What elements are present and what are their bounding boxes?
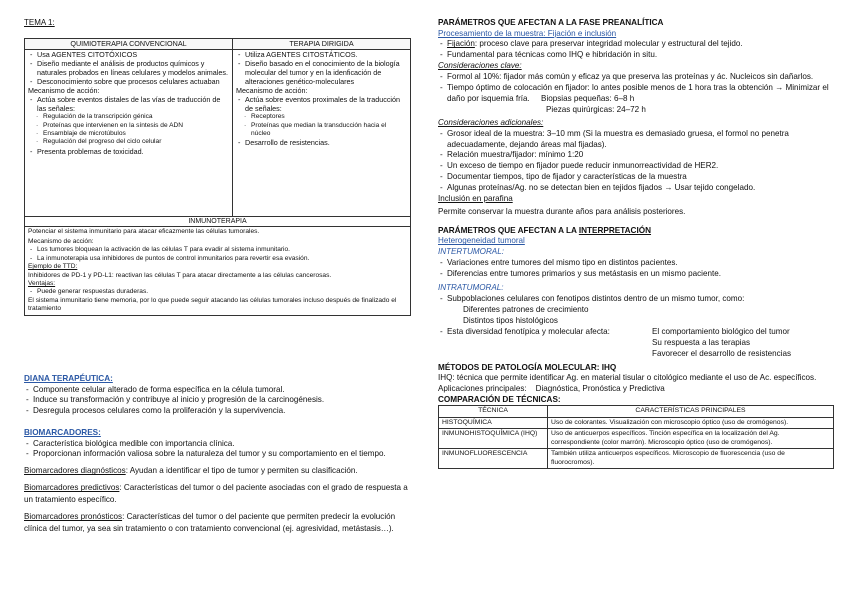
dir-sub-item: · Proteínas que median la transducción hacia el núcleo xyxy=(236,122,407,139)
adic-item: - Relación muestra/fijador: mínimo 1:20 xyxy=(438,150,838,161)
tiempo-text-a: Tiempo óptimo de colocación en fijador: lo antes posible menos de 1 hora tras la obtención xyxy=(447,83,773,93)
comparison-table xyxy=(438,405,834,468)
dir-mech-item: - Actúa sobre eventos proximales de la traducción de señales: xyxy=(236,95,407,113)
immuno-intro: Potenciar el sistema inmunitario para atacar eficazmente las células tumorales. xyxy=(28,227,260,235)
fijacion-label: Fijación xyxy=(447,39,475,49)
ttd-label: Ejemplo de TTD: xyxy=(28,263,78,271)
bio-pronosticos xyxy=(24,511,412,535)
bio-diagnosticos xyxy=(24,465,412,477)
esta-effect: El comportamiento biológico del tumor xyxy=(652,326,790,336)
biopsias-text: Biopsias pequeñas: 6–8 h xyxy=(541,93,635,103)
ventajas-text: El sistema inmunitario tiene memoria, por lo que puede seguir atacando las células tumorales incluso después de finalizado el tratamiento xyxy=(28,296,397,313)
comp-title: COMPARACIÓN DE TÉCNICAS: xyxy=(438,394,561,404)
tiempo-text-b: → Minimizar el daño por isquemia fría. xyxy=(447,83,829,103)
conv-mech: Mecanismo de acción: xyxy=(28,85,100,95)
pred-label: Biomarcadores predictivos xyxy=(24,483,120,493)
parafina-title: Inclusión en parafina xyxy=(438,194,513,204)
metodos-title: MÉTODOS DE PATOLOGÍA MOLECULAR: IHQ xyxy=(438,362,617,372)
interp-title xyxy=(438,226,838,237)
dir-item: - Utiliza AGENTES CITOSTÁTICOS. xyxy=(236,50,407,59)
fijacion-item xyxy=(438,39,838,50)
adic-title: Consideraciones adicionales: xyxy=(438,117,544,127)
conv-sub-item: · Regulación de la transcripción génica xyxy=(28,113,229,121)
pre-title: PARÁMETROS QUE AFECTAN A LA FASE PREANALÍTICA xyxy=(438,18,664,27)
comp-desc: Uso de colorantes. Visualización con microscopio óptico (uso de cromógenos). xyxy=(548,417,834,428)
bio-item: - Proporcionan información valiosa sobre la naturaleza del tumor y su comportamiento en el tiempo. xyxy=(24,449,412,460)
diana-item: - Componente celular alterado de forma específica en la célula tumoral. xyxy=(24,385,412,396)
hetero-title: Heterogeneidad tumoral xyxy=(438,236,525,246)
diag-text: : Ayudan a identificar el tipo de tumor y permiten su clasificación. xyxy=(125,466,358,476)
ihq-apps: Diagnóstica, Pronóstica y Predictiva xyxy=(535,384,665,394)
bio-item: - Característica biológica medible con importancia clínica. xyxy=(24,439,412,450)
comp-head-desc: CARACTERÍSTICAS PRINCIPALES xyxy=(548,406,834,417)
diana-title: DIANA TERAPÉUTICA: xyxy=(24,374,113,383)
comp-head-tech: TÉCNICA xyxy=(439,406,548,417)
bio-predictivos xyxy=(24,482,412,506)
biomarcadores-section xyxy=(24,428,412,535)
comp-tech: INMUNOHISTOQUÍMICA (IHQ) xyxy=(439,429,548,449)
esta-effect: Favorecer el desarrollo de resistencias xyxy=(652,348,792,358)
intra-title: INTRATUMORAL: xyxy=(438,283,504,293)
table-row xyxy=(439,449,834,469)
conv-mech-item: - Actúa sobre eventos distales de las vías de traducción de las señales: xyxy=(28,95,229,113)
pron-text: : Características del tumor o del paciente que permiten predecir la evolución clínica del tumor, ya sea sin tratamiento o con tratamiento convencional (ej. agresividad, metástasis…). xyxy=(24,512,396,534)
inter-title: INTERTUMORAL: xyxy=(438,247,504,257)
intra-item: - Subpoblaciones celulares con fenotipos distintos dentro de un mismo tumor, como: xyxy=(438,294,838,305)
table-row xyxy=(439,417,834,428)
dir-header: TERAPIA DIRIGIDA xyxy=(233,39,411,50)
ihq-description: IHQ: técnica que permite identificar Ag. en material tisular o citológico mediante el uso de Ac. específicos. Aplicaciones principales: xyxy=(438,373,817,394)
tema-title: TEMA 1: xyxy=(24,18,55,27)
bio-title: BIOMARCADORES: xyxy=(24,428,101,437)
conv-sub-item: · Ensamblaje de microtúbulos xyxy=(28,130,229,138)
proc-title: Procesamiento de la muestra: Fijación e inclusión xyxy=(438,28,617,38)
ttd-text: Inhibidores de PD-1 y PD-L1: reactivan las células T para atacar directamente a las células cancerosas. xyxy=(28,271,332,279)
adic-item: - Algunas proteínas/Ag. no se detectan bien en tejidos fijados → Usar tejido congelado. xyxy=(438,183,838,194)
piezas-text: Piezas quirúrgicas: 24–72 h xyxy=(546,104,646,114)
esta-block xyxy=(438,327,838,361)
dir-sub-item: · Receptores xyxy=(236,113,407,121)
therapy-comparison-table xyxy=(24,38,411,316)
immuno-item: - Los tumores bloquean la activación de las células T para evadir al sistema inmunitario. xyxy=(28,246,407,254)
conv-sub-item: · Proteínas que intervienen en la síntesis de ADN xyxy=(28,122,229,130)
adic-item: - Grosor ideal de la muestra: 3–10 mm (Si la muestra es demasiado gruesa, el formol no penetra adecuadamente, dejando áreas mal fijadas). xyxy=(438,129,838,151)
dir-last: - Desarrollo de resistencias. xyxy=(236,138,407,147)
immuno-mech: Mecanismo de acción: xyxy=(28,237,94,245)
tiempo-item xyxy=(438,83,838,105)
clave-title: Consideraciones clave: xyxy=(438,61,522,71)
table-row xyxy=(439,429,834,449)
pred-text: : Características del tumor o del paciente asociadas con el grado de respuesta a un tratamiento específico. xyxy=(24,483,408,505)
adic-item: - Documentar tiempos, tipo de fijador y características de la muestra xyxy=(438,172,838,183)
diana-item: - Desregula procesos celulares como la proliferación y la supervivencia. xyxy=(24,406,412,417)
interp-title-a: PARÁMETROS QUE AFECTAN A LA xyxy=(438,225,579,235)
esta-effect: Su respuesta a las terapias xyxy=(652,337,751,347)
fijacion-text: : proceso clave para preservar integridad molecular y estructural del tejido. xyxy=(474,39,743,49)
formol-item: - Formol al 10%: fijador más común y eficaz ya que preserva las proteínas y ác. Nucleicos sin dañarlos. xyxy=(438,72,838,83)
dir-item: - Diseño basado en el conocimiento de la biología molecular del tumor y en la idenficación de alteraciones genético-moleculares xyxy=(236,59,407,86)
conv-cell xyxy=(25,49,233,216)
fijacion-item2: - Fundamental para técnicas como IHQ e hibridación in situ. xyxy=(438,50,838,61)
conv-item: - Diseño mediante el análisis de productos químicos y naturales probados en líneas celulares y modelos animales. xyxy=(28,59,229,77)
inter-item: - Diferencias entre tumores primarios y sus metástasis en un mismo paciente. xyxy=(438,269,838,280)
comp-tech: HISTOQUÍMICA xyxy=(439,417,548,428)
interp-title-b: INTERPRETACIÓN xyxy=(578,225,652,235)
conv-header: QUIMIOTERAPIA CONVENCIONAL xyxy=(25,39,233,50)
ventajas-label: Ventajas: xyxy=(28,279,56,287)
conv-sub-item: · Regulación del progreso del ciclo celular xyxy=(28,138,229,146)
comp-desc: Uso de anticuerpos específicos. Tinción específica en la localización del Ag. correspondiente (color marrón). Microscopio óptico (uso de cromógenos). xyxy=(548,429,834,449)
inter-item: - Variaciones entre tumores del mismo tipo en distintos pacientes. xyxy=(438,258,838,269)
comp-tech: INMUNOFLUORESCENCIA xyxy=(439,449,548,469)
conv-last: - Presenta problemas de toxicidad. xyxy=(28,147,229,156)
ihq-text xyxy=(438,373,838,395)
adic-item: - Un exceso de tiempo en fijador puede reducir inmunorreactividad de HER2. xyxy=(438,161,838,172)
esta-label: - Esta diversidad fenotípica y molecular afecta: xyxy=(438,327,610,338)
diana-section xyxy=(24,374,412,417)
parafina-text: Permite conservar la muestra durante años para análisis posteriores. xyxy=(438,207,686,216)
ventajas-item: - Puede generar respuestas duraderas. xyxy=(28,288,407,296)
conv-item: - Desconocimiento sobre que procesos celulares actuaban xyxy=(28,77,229,86)
conv-item: - Usa AGENTES CITOTÓXICOS xyxy=(28,50,229,59)
dir-cell xyxy=(233,49,411,216)
immuno-cell xyxy=(25,226,411,315)
diana-item: - Induce su transformación y contribuye al inicio y progresión de la carcinogénesis. xyxy=(24,395,412,406)
immuno-header: INMUNOTERAPIA xyxy=(25,216,411,226)
comp-desc: También utiliza anticuerpos específicos. Microscopio de fluorescencia (uso de fluorocromos). xyxy=(548,449,834,469)
immuno-item: - La inmunoterapia usa inhibidores de puntos de control inmunitarios para revertir esa evasión. xyxy=(28,255,407,263)
diag-label: Biomarcadores diagnósticos xyxy=(24,466,126,476)
pron-label: Biomarcadores pronósticos xyxy=(24,512,123,522)
dir-mech: Mecanismo de acción: xyxy=(236,85,308,95)
intra-sub-2: Distintos tipos histológicos xyxy=(463,315,558,325)
intra-sub-1: Diferentes patrones de crecimiento xyxy=(463,304,589,314)
